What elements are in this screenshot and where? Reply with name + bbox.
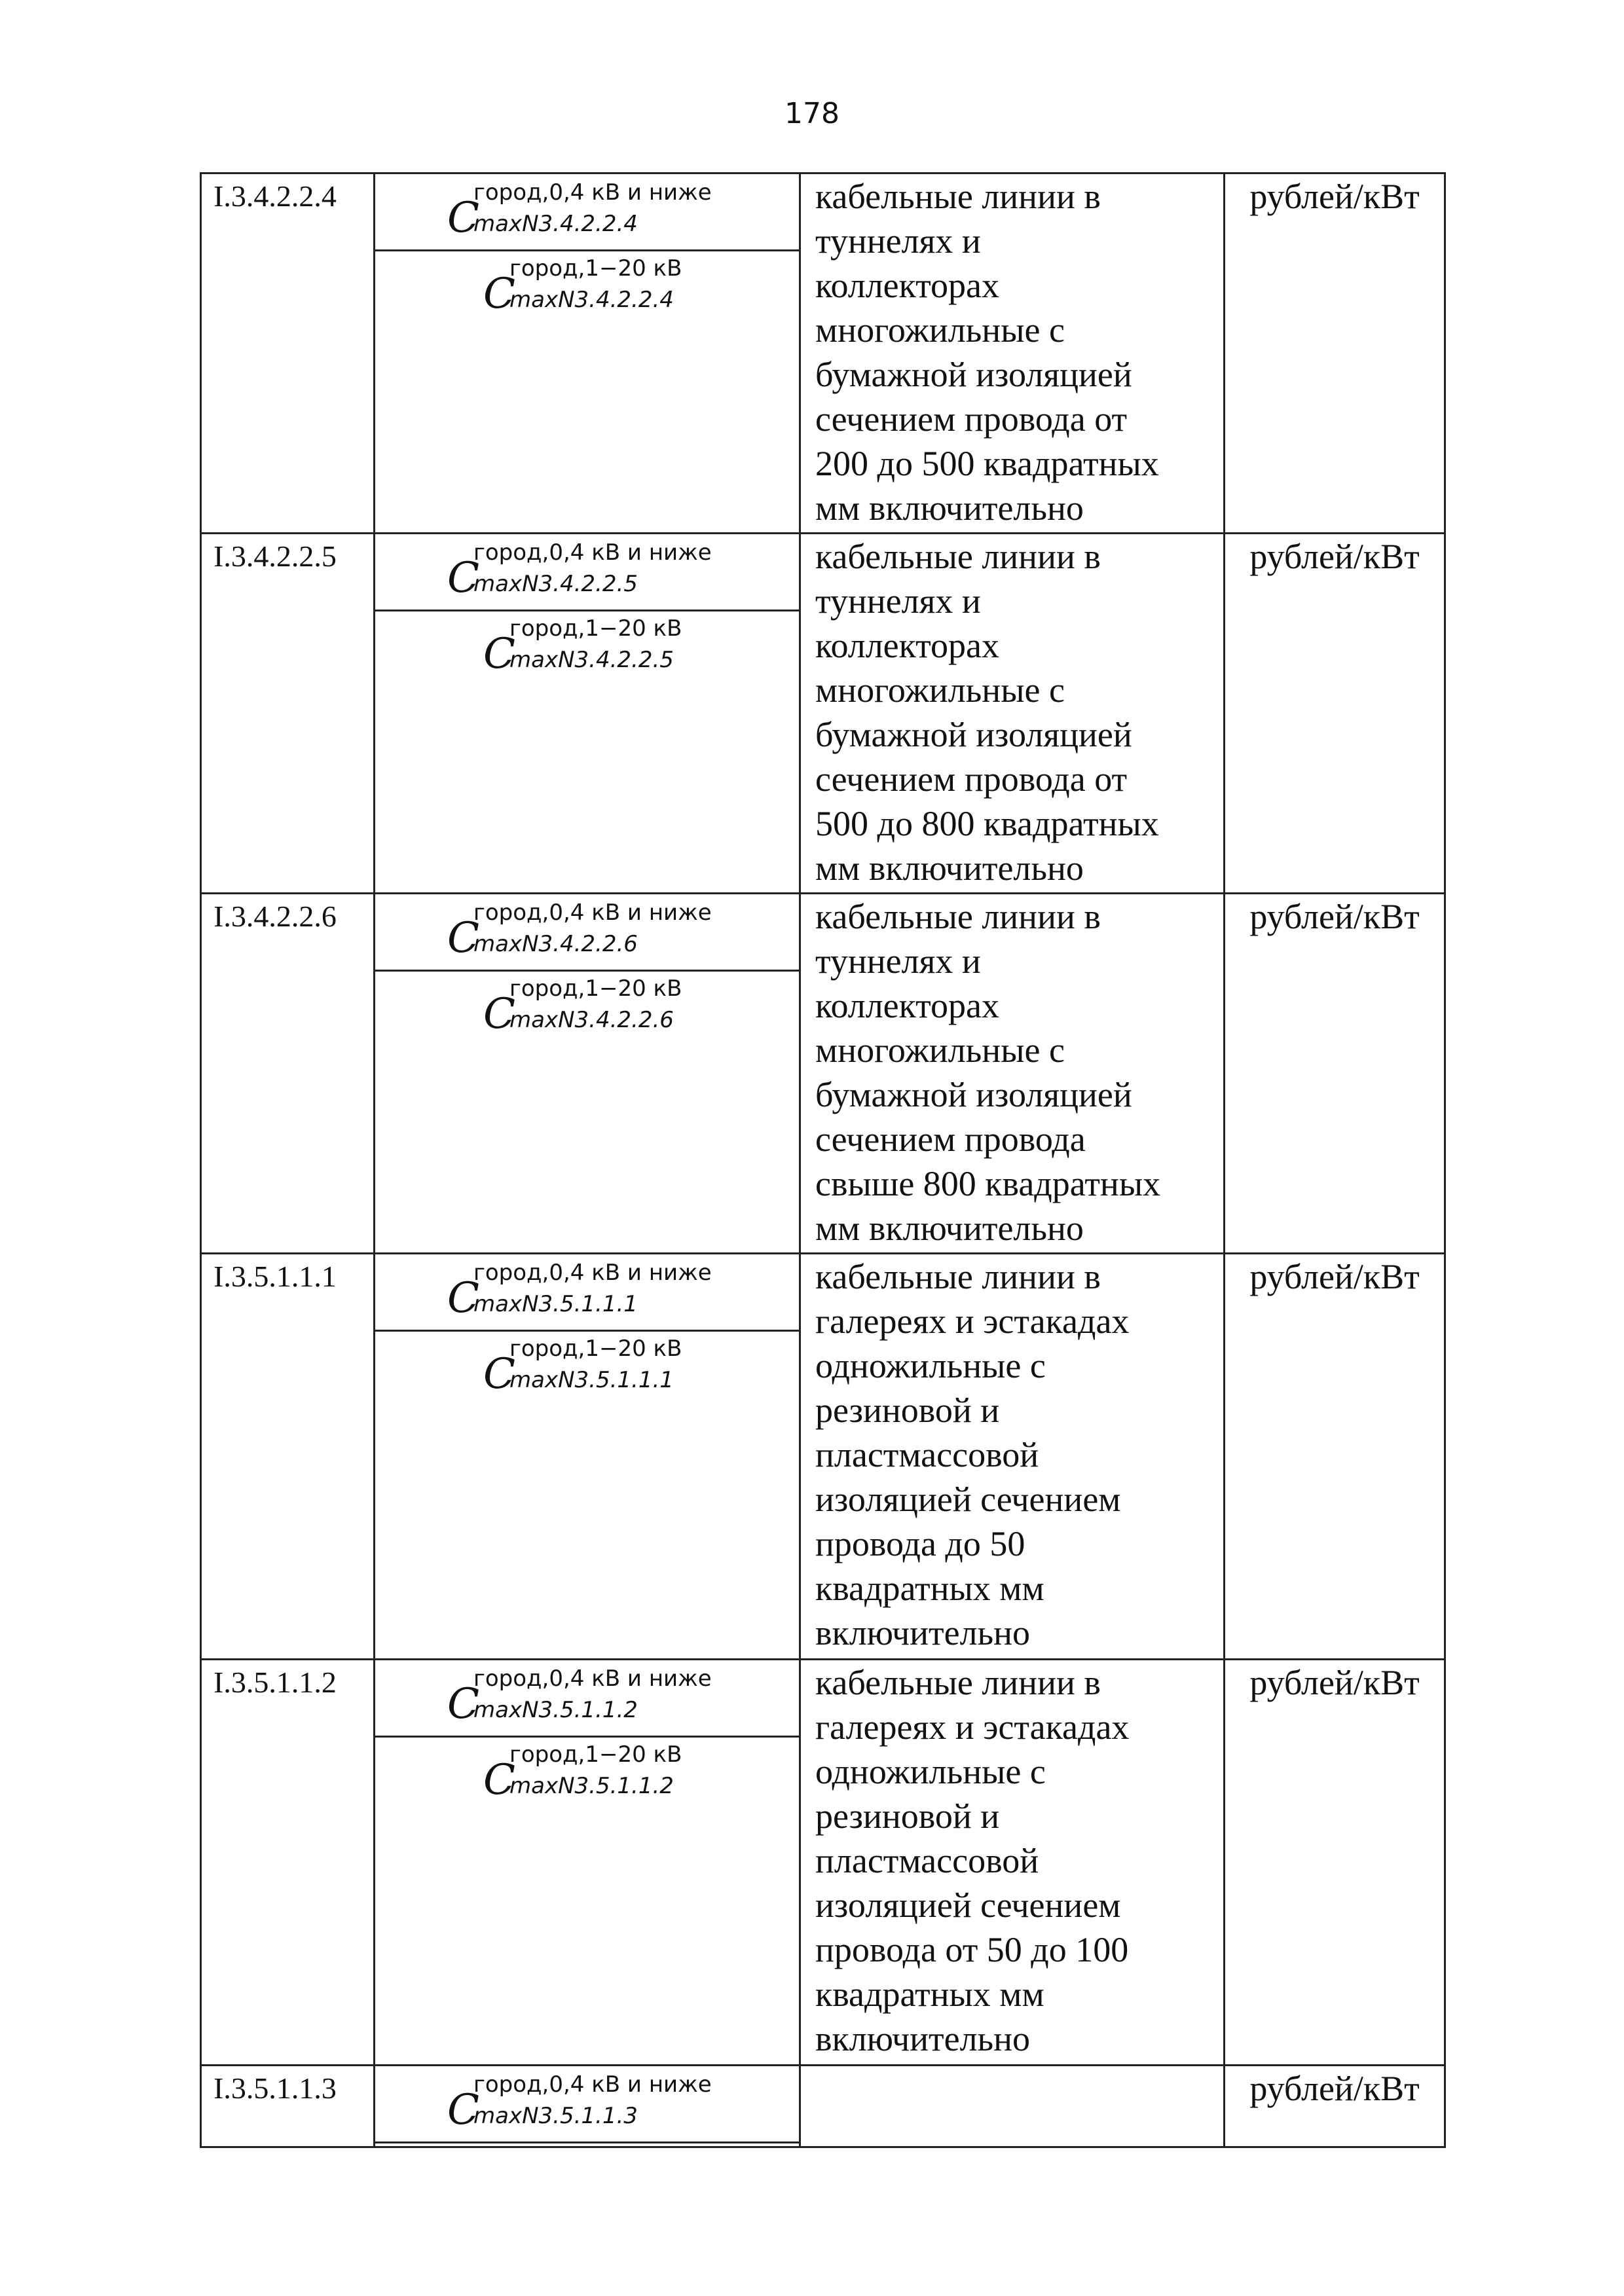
formula-superscript: город,1−20 кВ [509,255,682,282]
row-description [800,534,1225,894]
formula-superscript: город,1−20 кВ [509,615,682,642]
table-row [201,534,1445,894]
formula-symbol: C [447,1274,479,1322]
row-code: I.3.4.2.2.5 [201,534,375,894]
formula-superscript: город,0,4 кВ и ниже [473,2071,712,2098]
description-line: мм включительно [815,848,1084,888]
formula-symbol: C [483,1756,515,1804]
description-line: бумажной изоляцией [815,1075,1132,1114]
description-line: сечением провода [815,1120,1086,1159]
formula-symbol: C [447,914,479,962]
formula-subscript: maxN3.4.2.2.4 [473,211,638,237]
row-description [800,173,1225,534]
tariff-formula [447,1260,712,1328]
description-line: многожильные с [815,670,1065,710]
formula-medium-voltage [375,251,799,323]
formula-symbol: C [447,554,479,602]
description-line: пластмассовой [815,1435,1039,1474]
description-line: многожильные с [815,1030,1065,1070]
description-line: бумажной изоляцией [815,355,1132,394]
formula-low-voltage [375,174,799,251]
formula-symbol: C [483,270,515,318]
formula-cell [375,534,800,894]
row-unit: рублей/кВт [1225,1660,1445,2066]
tariff-formula [447,1666,712,1734]
description-line: сечением провода от [815,399,1128,439]
description-line: туннелях и [815,581,981,621]
table-row [201,2066,1445,2147]
formula-superscript: город,0,4 кВ и ниже [473,900,712,926]
formula-symbol: C [447,1680,479,1728]
description-line: сечением провода от [815,759,1128,799]
formula-subscript: maxN3.4.2.2.6 [473,931,638,957]
row-unit: рублей/кВт [1225,173,1445,534]
description-line: 500 до 800 квадратных [815,804,1159,843]
tariff-formula [483,615,682,683]
description-line: изоляцией сечением [815,1480,1121,1519]
formula-symbol: C [483,990,515,1038]
tariff-table [200,172,1446,2148]
row-code: I.3.4.2.2.6 [201,894,375,1254]
description-line: галереях и эстакадах [815,1707,1130,1747]
table-row [201,894,1445,1254]
table-row [201,173,1445,534]
formula-symbol: C [483,1350,515,1398]
formula-subscript: maxN3.5.1.1.1 [473,1291,638,1317]
description-line: кабельные линии в [815,177,1101,216]
description-line: коллекторах [815,266,1000,305]
formula-cell [375,1660,800,2066]
formula-medium-voltage [375,1332,799,1404]
description-line: квадратных мм [815,1975,1044,2014]
row-description [800,1254,1225,1660]
tariff-formula [447,2071,712,2140]
formula-subscript: maxN3.5.1.1.3 [473,2103,638,2129]
description-line: одножильные с [815,1752,1046,1791]
formula-medium-voltage [375,1738,799,1810]
description-line: кабельные линии в [815,537,1101,576]
formula-superscript: город,0,4 кВ и ниже [473,1666,712,1692]
row-code: I.3.5.1.1.3 [201,2066,375,2147]
description-line: провода от 50 до 100 [815,1930,1129,1969]
description-line: 200 до 500 квадратных [815,444,1159,483]
description-line: пластмассовой [815,1841,1039,1880]
formula-cell [375,173,800,534]
description-line: туннелях и [815,221,981,261]
formula-medium-voltage [375,611,799,683]
formula-subscript: maxN3.4.2.2.4 [509,287,674,313]
row-description [800,2066,1225,2147]
row-code: I.3.5.1.1.2 [201,1660,375,2066]
description-line: кабельные линии в [815,897,1101,936]
formula-subscript: maxN3.5.1.1.1 [509,1367,674,1393]
tariff-formula [483,975,682,1044]
row-unit: рублей/кВт [1225,894,1445,1254]
description-line: галереях и эстакадах [815,1302,1130,1341]
formula-subscript: maxN3.4.2.2.5 [509,647,674,673]
formula-low-voltage [375,534,799,611]
formula-subscript: maxN3.5.1.1.2 [509,1773,674,1799]
row-unit: рублей/кВт [1225,1254,1445,1660]
row-description [800,1660,1225,2066]
formula-symbol: C [483,630,515,678]
row-code: I.3.5.1.1.1 [201,1254,375,1660]
description-line: бумажной изоляцией [815,715,1132,754]
formula-symbol: C [447,194,479,242]
formula-symbol: C [447,2086,479,2134]
description-line: резиновой и [815,1391,1000,1430]
formula-cell [375,894,800,1254]
row-code: I.3.4.2.2.4 [201,173,375,534]
formula-superscript: город,1−20 кВ [509,1336,682,1362]
formula-superscript: город,0,4 кВ и ниже [473,1260,712,1286]
tariff-formula [483,1336,682,1404]
formula-superscript: город,0,4 кВ и ниже [473,539,712,566]
description-line: кабельные линии в [815,1257,1101,1296]
formula-superscript: город,0,4 кВ и ниже [473,179,712,206]
table-row [201,1660,1445,2066]
description-line: кабельные линии в [815,1663,1101,1702]
formula-superscript: город,1−20 кВ [509,1741,682,1768]
formula-subscript: maxN3.4.2.2.5 [473,571,638,597]
row-unit: рублей/кВт [1225,534,1445,894]
table-row [201,1254,1445,1660]
description-line: резиновой и [815,1796,1000,1836]
formula-subscript: maxN3.5.1.1.2 [473,1697,638,1723]
description-line: квадратных мм [815,1569,1044,1608]
row-unit: рублей/кВт [1225,2066,1445,2147]
tariff-formula [447,179,712,247]
page-number: 178 [784,97,840,130]
description-line: многожильные с [815,310,1065,350]
formula-low-voltage [375,1660,799,1738]
tariff-formula [483,1741,682,1810]
tariff-formula [447,900,712,968]
tariff-formula [483,255,682,323]
tariff-formula [447,539,712,608]
description-line: изоляцией сечением [815,1886,1121,1925]
formula-low-voltage [375,1254,799,1332]
description-line: коллекторах [815,626,1000,665]
formula-cell [375,2066,800,2147]
formula-superscript: город,1−20 кВ [509,975,682,1002]
description-line: включительно [815,2019,1031,2058]
formula-cell [375,1254,800,1660]
formula-low-voltage [375,2066,799,2143]
formula-low-voltage [375,894,799,972]
description-line: мм включительно [815,1209,1084,1248]
description-line: туннелях и [815,941,981,981]
formula-subscript: maxN3.4.2.2.6 [509,1007,674,1033]
description-line: коллекторах [815,986,1000,1025]
description-line: провода до 50 [815,1524,1025,1563]
formula-medium-voltage [375,972,799,1044]
row-description [800,894,1225,1254]
description-line: мм включительно [815,488,1084,528]
description-line: одножильные с [815,1346,1046,1385]
description-line: свыше 800 квадратных [815,1164,1161,1203]
description-line: включительно [815,1613,1031,1652]
